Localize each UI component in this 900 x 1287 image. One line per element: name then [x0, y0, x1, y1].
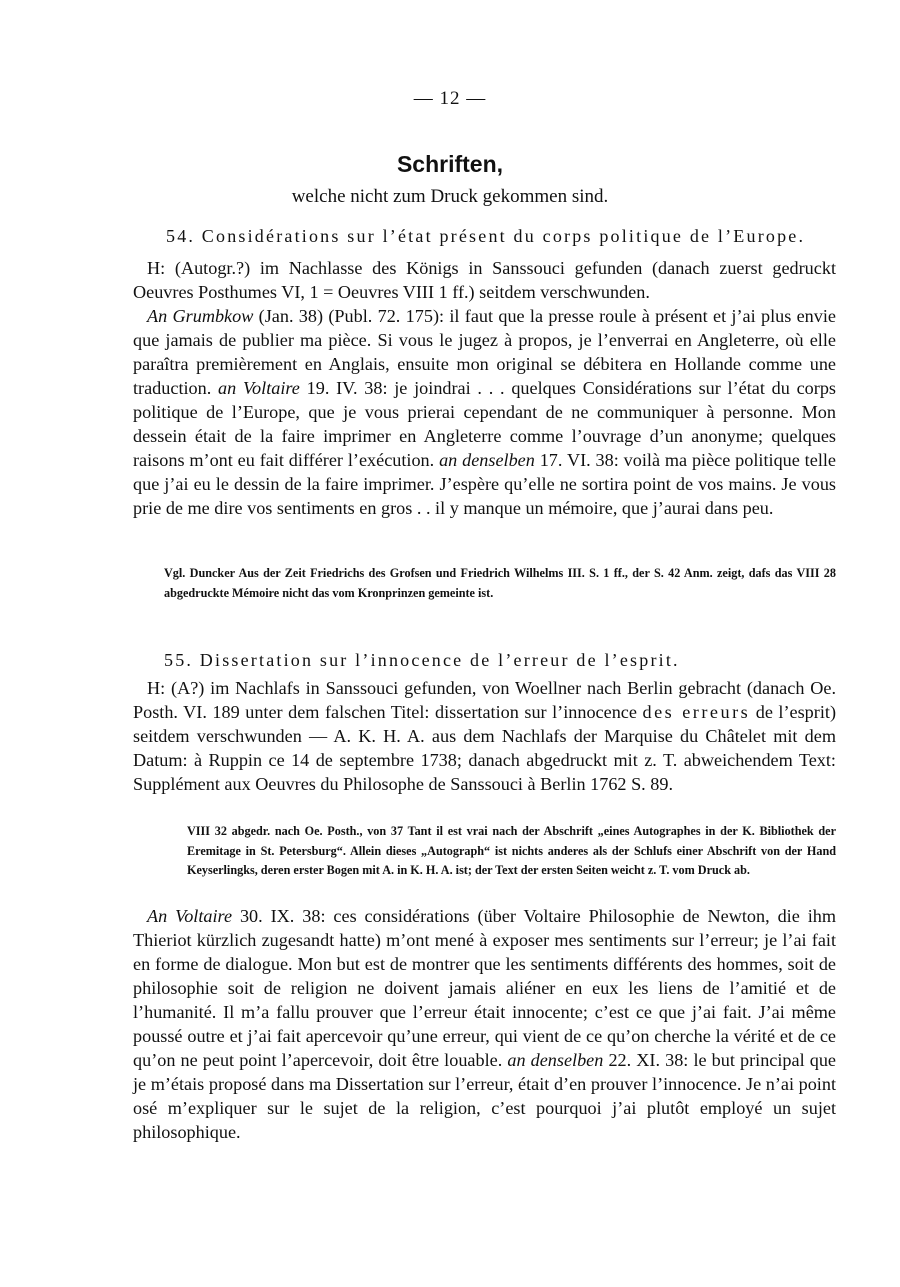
source-text: H: (A?) im Nachlafs in Sanssouci gefunden, von Woellner nach Berlin gebracht (danach Oe. Posth. VI. 189 unter dem falschen Titel: dissertation sur l’innocence [133, 678, 836, 722]
letter-text: 19. IV. 38: je joindrai . . . quelques Considérations sur l’état du corps politique de l’Europe, que je vous prierai cependant de ne communiquer à personne. Mon dessein était de la faire imprimer en Angleterre comme l’ouvrage d’un anonyme; quelques raisons m’ont eu fait différer l’exécution. [133, 378, 836, 470]
letter-label: An Grumbkow [147, 306, 254, 326]
entry-55-footnote: VIII 32 abgedr. nach Oe. Posth., von 37 Tant il est vrai nach der Abschrift „eines Autographes in der K. Bibliothek der Eremitage in St. Petersburg“. Allein dieses „Autograph“ ist nichts anderes als der Schlufs einer Abschrift von der Hand Keyserlingks, deren erster Bogen mit A. in K. H. A. ist; der Text der ersten Seiten weicht z. T. vom Druck ab. [187, 824, 836, 877]
letter-label: an denselben [507, 1050, 604, 1070]
entry-55-source [133, 676, 836, 796]
spaced-title: des erreurs [642, 702, 751, 722]
letter-label: An Voltaire [147, 906, 233, 926]
section-title: Schriften, [396, 151, 504, 177]
entry-54-heading: 54. Considérations sur l’état présent du corps politique de l’Europe. [166, 226, 806, 246]
letter-text: 30. IX. 38: ces considérations (über Voltaire Philosophie de Newton, die ihm Thieriot kürzlich zugesandt hatte) m’ont mené à exposer mes sentiments sur l’erreur; je l’ai fait en forme de dialogue. Mon but est de montrer que les sentiments différents des hommes, soit de philosophie soit de religion ne doivent jamais aliéner en eux les liens de l’amitié et de l’humanité. Il m’a fallu prouver que l’erreur était innocente; c’est ce que j’ai fait. J’ai même poussé outre et j’ai fait apercevoir qu’une erreur, qui vient de ce qu’on cherche la vérité et de ce qu’on ne peut point l’apercevoir, doit être louable. [133, 906, 837, 1070]
entry-54-body [133, 256, 836, 520]
entry-54-footnote: Vgl. Duncker Aus der Zeit Friedrichs des Grofsen und Friedrich Wilhelms III. S. 1 ff., der S. 42 Anm. zeigt, dafs das VIII 28 abgedruckte Mémoire nicht das vom Kronprinzen gemeinte ist. [164, 566, 836, 600]
source-text: de l’esprit) seitdem verschwunden — A. K. H. A. aus dem Nachlafs der Marquise du Châtelet mit dem Datum: à Ruppin ce 14 de septembre 1738; danach abgedruckt mit z. T. abweichendem Text: Supplément aux Oeuvres du Philosophe de Sanssouci à Berlin 1762 S. 89. [133, 702, 836, 794]
page-number: — 12 — [413, 88, 487, 109]
entry-55-heading: 55. Dissertation sur l’innocence de l’erreur de l’esprit. [164, 650, 680, 670]
letter-text: 22. XI. 38: le but principal que je m’étais proposé dans ma Dissertation sur l’erreur, était d’en prouver l’innocence. Je n’ai point osé m’expliquer sur le sujet de la religion, c’est pourquoi j’ai plutôt employé un sujet philosophique. [133, 1050, 836, 1142]
letter-text: (Jan. 38) (Publ. 72. 175): il faut que la presse roule à présent et j’ai plus envie que jamais de publier ma pièce. Si vous le jugez à propos, je l’enverrai en Angleterre, où elle paraîtra premièrement en Anglais, ensuite mon original se débitera en Hollande comme une traduction. [133, 306, 836, 398]
entry-54-letters [133, 304, 836, 520]
letter-label: an Voltaire [218, 378, 300, 398]
section-subtitle: welche nicht zum Druck gekommen sind. [291, 186, 609, 207]
entry-54-source: H: (Autogr.?) im Nachlasse des Königs in Sanssouci gefunden (danach zuerst gedruckt Oeuvres Posthumes VI, 1 = Oeuvres VIII 1 ff.) seitdem verschwunden. [133, 258, 836, 302]
entry-55-letters [133, 904, 836, 1144]
letter-label: an denselben [439, 450, 535, 470]
letter-text: 17. VI. 38: voilà ma pièce politique telle que j’ai eu le dessin de la faire imprimer. J’espère qu’elle ne sortira point de vos mains. Je vous prie de me dire vos sentiments en gros . . il y manque un mémoire, que j’aurai dans peu. [133, 450, 836, 518]
